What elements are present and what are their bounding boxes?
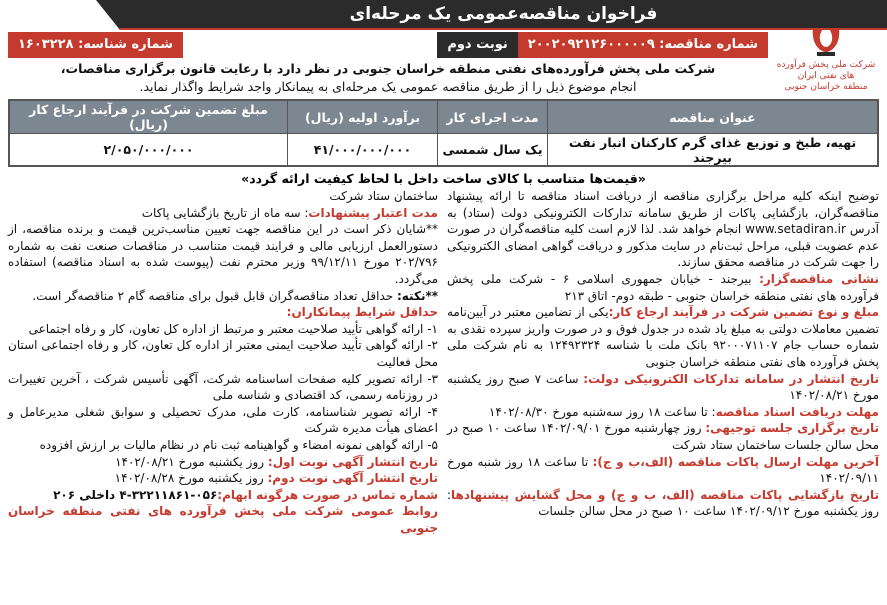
validity-paragraph: [8, 205, 438, 222]
id-label: شماره شناسه:: [78, 37, 173, 52]
cell-title: تهیه، طبخ و توزیع غذای گرم کارکنان انبار نفت بیرجند: [547, 134, 877, 165]
ad2-text: روز یکشنبه مورخ ۱۴۰۲/۰۸/۲۸: [114, 471, 268, 486]
requirement-item: ۲- ارائه گواهی تأیید صلاحیت ایمنی معتبر از اداره کل تعاون، کار و رفاه اجتماعی استان محل فعالیت: [8, 338, 438, 369]
opening-text: : روز یکشنبه مورخ ۱۴۰۲/۰۹/۱۲ ساعت ۱۰ صبح در محل سالن جلسات: [447, 487, 879, 519]
min-bidders-note: [8, 288, 438, 305]
intro-line-1: شرکت ملی پخش فرآورده‌های نفتی منطقه خراسان جنوبی در نظر دارد با رعایت قانون برگزاری مناقصات،: [60, 61, 716, 76]
publish-label: تاریخ انتشار در سامانه تدارکات الکترونیکی دولت:: [583, 371, 880, 386]
opening-location: ساختمان ستاد شرکت: [329, 189, 438, 203]
header-title: عنوان مناقصه: [547, 101, 877, 133]
contact-text: ۰۵۶-۳۲۲۱۱۸۶۱-۴ داخلی ۲۰۶: [53, 487, 218, 502]
id-value: ۱۶۰۳۲۲۸: [18, 37, 74, 52]
publish-paragraph: [447, 371, 879, 404]
evaluation-note: **شایان ذکر است در این مناقصه جهت تعیین مناسب‌ترین قیمت و برنده مناقصه، از دستورالعمل ارزیابی مالی و فرایند قیمت متناسب در مناقصات صنعت نفت به شماره ۲۰۲/۷۹۶ مورخ ۹۹/۱۲/۱۱ وزیر محترم نفت (پیوست شده به اسناد مناقصه) استفاده می‌گردد.: [8, 222, 438, 286]
receive-label: مهلت دریافت اسناد مناقصه: [715, 404, 879, 419]
requirement-item: ۱- ارائه گواهی تأیید صلاحیت معتبر و مرتبط از اداره کل تعاون، کار و رفاه اجتماعی: [28, 321, 438, 336]
briefing-label: تاریخ برگزاری جلسه توجیهی:: [705, 421, 879, 436]
page-title: فراخوان مناقصه‌عمومی یک مرحله‌ای: [120, 0, 887, 30]
address-paragraph: [447, 271, 879, 304]
table-row: [10, 133, 877, 165]
receive-paragraph: [447, 404, 879, 421]
header-duration: مدت اجرای کار: [437, 101, 547, 133]
tender-number-value: ۲۰۰۲۰۹۲۱۲۶۰۰۰۰۰۹: [527, 37, 655, 52]
logo-line-2: منطقه خراسان جنوبی: [784, 82, 868, 92]
note-text: حداقل تعداد مناقصه‌گران قابل قبول برای مناقصه گام ۲ مناقصه‌گر است.: [32, 288, 397, 303]
contact-label: شماره تماس در صورت هرگونه ابهام:: [217, 487, 438, 502]
ad1-text: روز یکشنبه مورخ ۱۴۰۲/۰۸/۲۱: [115, 454, 268, 469]
header-guarantee: مبلغ تضمین شرکت در فرآیند ارجاع کار (ریال): [10, 101, 287, 133]
deadline-paragraph: [447, 454, 879, 487]
quality-note: «قیمت‌ها متناسب با کالای ساخت داخل با لحاظ کیفیت ارائه گردد»: [241, 171, 646, 186]
address-label: نشانی مناقصه‌گزار:: [759, 271, 879, 286]
contact-paragraph: [8, 487, 438, 504]
cell-guarantee: ۲/۰۵۰/۰۰۰/۰۰۰: [103, 142, 194, 157]
deadline-text: تا ساعت ۱۸ روز شنبه مورخ ۱۴۰۲/۰۹/۱۱: [447, 454, 879, 486]
left-column: [8, 188, 438, 536]
ad1-paragraph: [8, 454, 438, 471]
cell-duration: یک سال شمسی: [437, 134, 547, 165]
opening-label: تاریخ بازگشایی پاکات مناقصه (الف، ب و ج) و محل گشایش پیشنهادها: [451, 487, 879, 502]
cell-estimate: ۴۱/۰۰۰/۰۰۰/۰۰۰: [287, 134, 437, 165]
briefing-text: روز چهارشنبه مورخ ۱۴۰۲/۰۹/۰۱ ساعت ۱۰ صبح در محل سالن جلسات ساختمان ستاد شرکت: [447, 421, 879, 452]
logo-caption: [771, 60, 881, 93]
header-estimate: برآورد اولیه (ریال): [287, 101, 437, 133]
ad1-label: تاریخ انتشار آگهی نوبت اول:: [267, 454, 438, 469]
ad2-label: تاریخ انتشار آگهی نوبت دوم:: [267, 471, 438, 486]
requirement-item: ۵- ارائه گواهی نمونه امضاء و گواهینامه ثبت نام در نظام مالیات بر ارزش افزوده: [39, 437, 438, 452]
deadline-label: آخرین مهلت ارسال پاکات مناقصه (الف،ب و ج):: [592, 454, 880, 469]
intro-line-2: انجام موضوع ذیل را از طریق مناقصه عمومی یک مرحله‌ای به پیمانکار واجد شرایط واگذار نماید.: [139, 79, 637, 94]
ad2-paragraph: [8, 470, 438, 487]
round-badge: نوبت دوم: [437, 32, 517, 58]
intro-text: [8, 60, 768, 96]
id-number: [8, 32, 183, 58]
tender-info-bar: [8, 32, 768, 58]
address-text: بیرجند - خیابان جمهوری اسلامی ۶ - شرکت ملی پخش فرآورده های نفتی منطقه خراسان جنوبی - طبقه دوم- اتاق ۲۱۳: [447, 271, 879, 303]
validity-label: مدت اعتبار پیشنهادات: [308, 205, 438, 220]
receive-text: : تا ساعت ۱۸ روز سه‌شنبه مورخ ۱۴۰۲/۰۸/۳۰: [488, 404, 716, 419]
guarantee-label: مبلغ و نوع تضمین شرکت در فرآیند ارجاع کار:: [608, 305, 879, 320]
footer-credit: روابط عمومی شرکت ملی پخش فرآورده های نفتی منطقه خراسان جنوبی: [8, 504, 438, 535]
requirement-item: ۳- ارائه تصویر کلیه صفحات اساسنامه شرکت، آگهی تأسیس شرکت ، آخرین تغییرات در روزنامه رسمی، کد اقتصادی و شناسه ملی: [8, 371, 438, 403]
opening-paragraph: [447, 487, 879, 520]
right-column: [447, 188, 879, 520]
tender-number-label: شماره مناقصه:: [659, 37, 758, 52]
requirement-item: ۴- ارائه تصویر شناسنامه، کارت ملی، مدرک تحصیلی و سوابق شغلی مدیرعامل و اعضای هیأت مدیره شرکت: [8, 404, 438, 436]
publish-text: ساعت ۷ صبح روز یکشنبه مورخ ۱۴۰۲/۰۸/۲۱: [447, 371, 879, 403]
tender-table: [8, 99, 879, 167]
requirements-title: حداقل شرایط پیمانکاران:: [286, 305, 438, 320]
note-label: **نکته:: [396, 288, 438, 303]
logo-line-1: شرکت ملی پخش فرآورده های نفتی ایران: [776, 60, 876, 81]
guarantee-text: یکی از تضامین معتبر در آیین‌نامه تضمین معاملات دولتی به مبلغ یاد شده در جدول فوق و در صورت واریز سپرده نقدی به شماره حساب جام ۹۲۰۰۰۷۱۱۰۷ بانک ملت با شناسه ۱۲۴۹۲۳۲۴ به نام شرکت ملی پخش فرآورده های نفتی منطقه خراسان جنوبی: [447, 305, 879, 369]
description-paragraph: توضیح اینکه کلیه مراحل برگزاری مناقصه از دریافت اسناد مناقصه تا ارائه پیشنهاد مناقصه‌گران، بازگشایی پاکات از طریق سامانه تدارکات الکترونیکی دولت (ستاد) به آدرس www.setadiran.ir انجام خواهد شد. لذا لازم است کلیه مناقصه‌گران در صورت عدم عضویت قبلی، مراحل ثبت‌نام در سایت مذکور و دریافت گواهی امضای الکترونیکی را جهت شرکت در مناقصه محقق سازند.: [447, 189, 880, 270]
table-header-row: [10, 101, 877, 133]
validity-text: : سه ماه از تاریخ بازگشایی پاکات: [141, 205, 309, 220]
briefing-paragraph: [447, 420, 879, 453]
tender-number: [518, 32, 768, 58]
guarantee-paragraph: [447, 304, 879, 370]
